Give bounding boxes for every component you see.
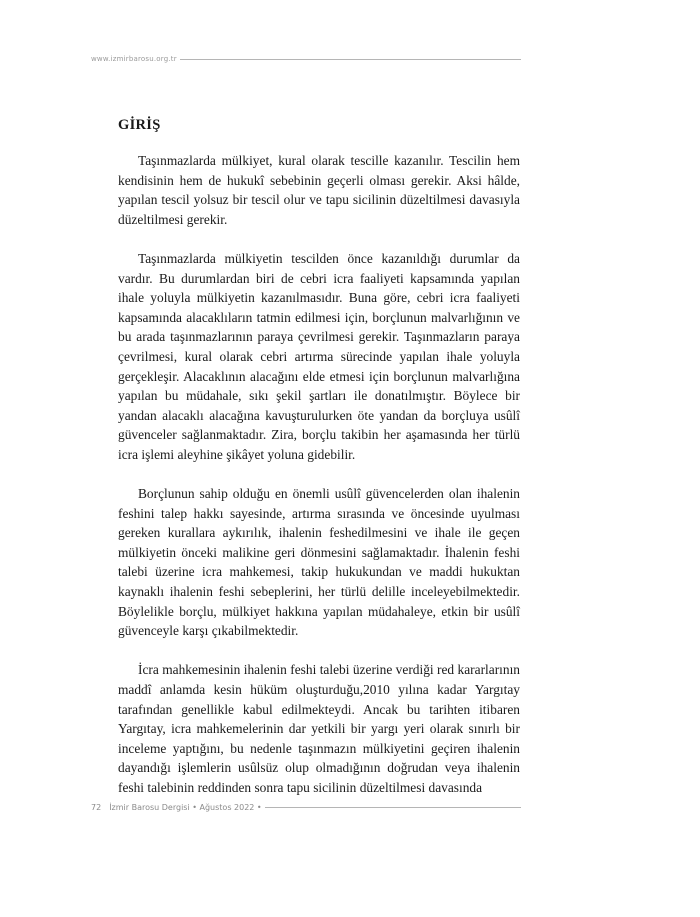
footer-rule xyxy=(265,807,521,808)
paragraph-text: Taşınmazlarda mülkiyetin tescilden önce kazanıldığı durumlar da vardır. Bu durumlardan biri de cebri icra faaliyeti kapsamında yapılan ihale yoluyla mülkiyetin kazanılmasıdır. Buna göre, cebri icra faaliyeti kapsamında alacaklıların tatmin edilmesi için, borçlunun malvarlığının ve bu arada taşınmazlarının paraya çevrilmesi gerekir. Taşınmazların paraya çevrilmesi, kural olarak cebri artırma sürecinde yapılan ihale yoluyla gerçekleşir. Alacaklının alacağını elde etmesi için borçlunun malvarlığına yapılan bu müdahale, sıkı şekil şartları ile donatılmıştır. Böylece bir yandan alacaklı alacağına kavuşturulurken öte yandan da borçluya usûlî güvenceler sağlanmaktadır. Zira, borçlu takibin her aşamasında her türlü icra işlemi aleyhine şikâyet yoluna gidebilir. xyxy=(118,250,520,462)
paragraph-2 xyxy=(118,249,520,465)
paragraph-text: Taşınmazlarda mülkiyet, kural olarak tescille kazanılır. Tescilin hem kendisinin hem de hukukî sebebinin geçerli olması gerekir. Aksi hâlde, yapılan tescil yolsuz bir tescil olur ve tapu sicilinin düzeltilmesi davasıyla düzeltilmesi gerekir. xyxy=(118,153,520,227)
paragraph-3 xyxy=(118,484,520,641)
running-footer xyxy=(91,801,521,813)
page-number: 72 xyxy=(91,802,102,812)
header-rule xyxy=(180,59,521,60)
paragraph-text: Borçlunun sahip olduğu en önemli usûlî güvencelerden olan ihalenin feshini talep hakkı sayesinde, artırma sırasında ve öncesinde uyulması gereken kurallara aykırılık, ihalenin feshedilmesini ve ihale ile geçen mülkiyetin önceki malikine geri dönmesini sağlamaktadır. İhalenin feshi talebi üzerine icra mahkemesi, takip hukukundan ve maddi hukuktan kaynaklı ihalenin feshi sebeplerini, her türlü delille inceleyebilmektedir. Böylelikle borçlu, mülkiyet hakkına yapılan müdahaleye, etkin bir usûlî güvenceyle karşı çıkabilmektedir. xyxy=(118,486,520,639)
header-url[interactable]: www.izmirbarosu.org.tr xyxy=(91,55,177,63)
running-header xyxy=(91,53,521,65)
paragraph-text: İcra mahkemesinin ihalenin feshi talebi üzerine verdiği red kararlarının maddî anlamda kesin hüküm oluşturduğu,2010 yılına kadar Yargıtay tarafından genellikle kabul edilmekteydi. Ancak bu tarihten itibaren Yargıtay, icra mahkemelerinin dar yetkili bir yargı yeri olarak sınırlı bir inceleme yaptığını, bu nedenle taşınmazın mülkiyetini geçiren ihalenin dayandığı işlemlerin usûlsüz olup olmadığının doğrudan veya ihalenin feshi talebinin reddinden sonra tapu sicilinin düzeltilmesi davasında xyxy=(118,662,520,795)
paragraph-1 xyxy=(118,151,520,229)
paragraph-4 xyxy=(118,660,520,797)
journal-title: İzmir Barosu Dergisi • Ağustos 2022 • xyxy=(109,802,262,812)
section-heading: GİRİŞ xyxy=(118,117,161,133)
body-content xyxy=(118,117,520,798)
